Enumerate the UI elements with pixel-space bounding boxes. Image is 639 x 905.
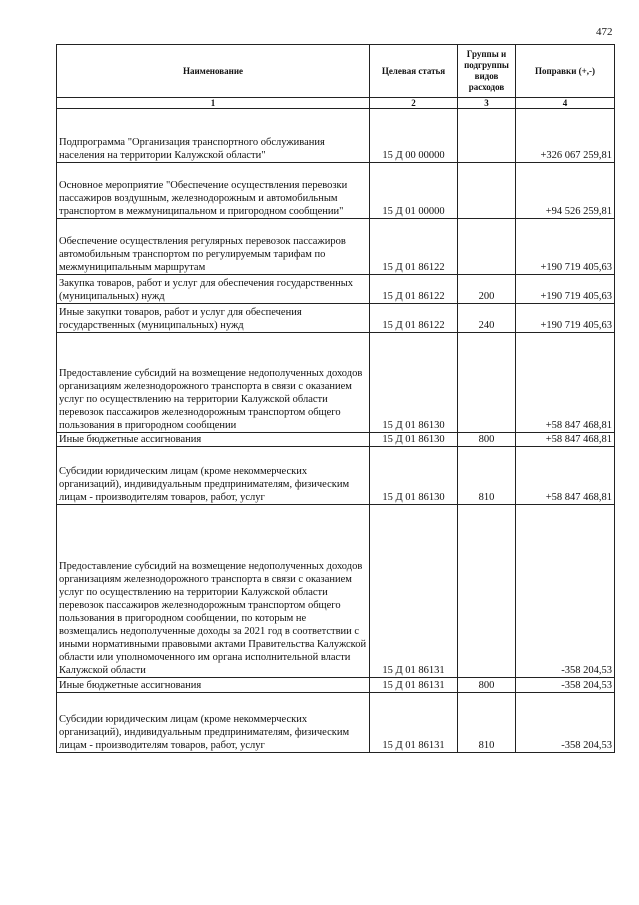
row-article: 15 Д 01 86131 — [370, 693, 458, 753]
table-row — [57, 109, 615, 163]
header-amount: Поправки (+,-) — [516, 45, 615, 98]
row-amount: -358 204,53 — [516, 678, 615, 693]
table-row — [57, 304, 615, 333]
row-group: 810 — [458, 447, 516, 505]
table-row — [57, 275, 615, 304]
row-group: 200 — [458, 275, 516, 304]
row-article: 15 Д 01 86130 — [370, 433, 458, 447]
row-group — [458, 505, 516, 678]
row-amount: -358 204,53 — [516, 693, 615, 753]
header-group: Группы и подгруппы видов расходов — [458, 45, 516, 98]
column-number: 1 — [57, 98, 370, 109]
table-header — [57, 45, 615, 109]
page-number: 472 — [596, 26, 613, 38]
row-amount: -358 204,53 — [516, 505, 615, 678]
row-group — [458, 109, 516, 163]
row-name: Субсидии юридическим лицам (кроме некоммерческих организаций), индивидуальным предпринимателям, физическим лицам - производителям товаров, работ, услуг — [57, 447, 370, 505]
row-name: Иные бюджетные ассигнования — [57, 433, 370, 447]
column-number: 4 — [516, 98, 615, 109]
header-article: Целевая статья — [370, 45, 458, 98]
column-number: 2 — [370, 98, 458, 109]
row-name: Подпрограмма "Организация транспортного обслуживания населения на территории Калужской области" — [57, 109, 370, 163]
row-name: Предоставление субсидий на возмещение недополученных доходов организациям железнодорожного транспорта в связи с оказанием услуг по осуществлению на территории Калужской области перевозок пассажиров железнодорожным транспортом общего пользования в пригородном сообщении, по которым не возмещались недополученные доходы за 2021 год в соответствии с иными нормативными правовыми актами Правительства Калужской области или уполномоченного им органа исполнительной власти Калужской области — [57, 505, 370, 678]
table-body — [57, 109, 615, 753]
row-article: 15 Д 01 86131 — [370, 678, 458, 693]
table-row — [57, 163, 615, 219]
row-amount: +326 067 259,81 — [516, 109, 615, 163]
row-article: 15 Д 01 86130 — [370, 333, 458, 433]
row-group — [458, 333, 516, 433]
row-article: 15 Д 00 00000 — [370, 109, 458, 163]
row-amount: +190 719 405,63 — [516, 219, 615, 275]
table-row — [57, 219, 615, 275]
row-article: 15 Д 01 00000 — [370, 163, 458, 219]
row-amount: +94 526 259,81 — [516, 163, 615, 219]
table-row — [57, 678, 615, 693]
table-row — [57, 505, 615, 678]
table-row — [57, 433, 615, 447]
row-article: 15 Д 01 86130 — [370, 447, 458, 505]
table-row — [57, 333, 615, 433]
budget-amendments-table — [56, 44, 615, 753]
row-amount: +58 847 468,81 — [516, 333, 615, 433]
row-name: Иные закупки товаров, работ и услуг для обеспечения государственных (муниципальных) нужд — [57, 304, 370, 333]
table-row — [57, 447, 615, 505]
row-amount: +58 847 468,81 — [516, 433, 615, 447]
row-name: Обеспечение осуществления регулярных перевозок пассажиров автомобильным транспортом по регулируемым тарифам по межмуниципальным маршрутам — [57, 219, 370, 275]
row-name: Предоставление субсидий на возмещение недополученных доходов организациям железнодорожного транспорта в связи с оказанием услуг по осуществлению на территории Калужской области перевозок пассажиров железнодорожным транспортом общего пользования в пригородном сообщении — [57, 333, 370, 433]
header-name: Наименование — [57, 45, 370, 98]
row-group: 240 — [458, 304, 516, 333]
column-number: 3 — [458, 98, 516, 109]
row-name: Субсидии юридическим лицам (кроме некоммерческих организаций), индивидуальным предпринимателям, физическим лицам - производителям товаров, работ, услуг — [57, 693, 370, 753]
row-amount: +58 847 468,81 — [516, 447, 615, 505]
table-row — [57, 693, 615, 753]
row-article: 15 Д 01 86122 — [370, 219, 458, 275]
row-name: Иные бюджетные ассигнования — [57, 678, 370, 693]
row-name: Закупка товаров, работ и услуг для обеспечения государственных (муниципальных) нужд — [57, 275, 370, 304]
row-group: 800 — [458, 678, 516, 693]
row-name: Основное мероприятие "Обеспечение осуществления перевозки пассажиров воздушным, железнодорожным и автомобильным транспортом в межмуниципальном и пригородном сообщении" — [57, 163, 370, 219]
row-amount: +190 719 405,63 — [516, 275, 615, 304]
row-group: 800 — [458, 433, 516, 447]
row-article: 15 Д 01 86122 — [370, 275, 458, 304]
row-article: 15 Д 01 86122 — [370, 304, 458, 333]
row-amount: +190 719 405,63 — [516, 304, 615, 333]
row-article: 15 Д 01 86131 — [370, 505, 458, 678]
row-group — [458, 219, 516, 275]
row-group: 810 — [458, 693, 516, 753]
row-group — [458, 163, 516, 219]
